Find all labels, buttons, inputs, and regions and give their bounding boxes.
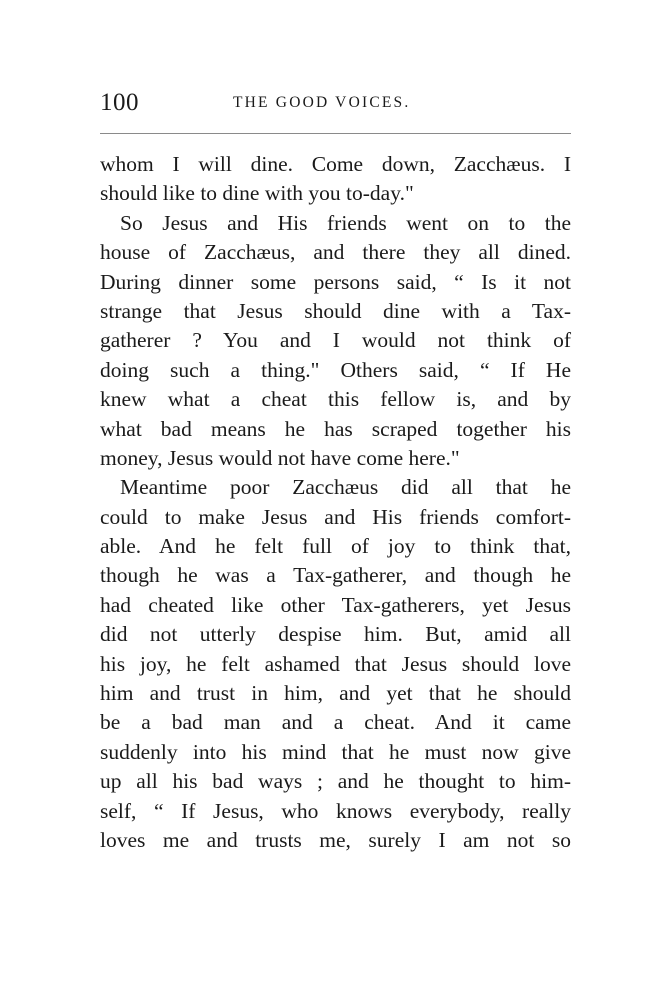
text-line: should like to dine with you to-day." (100, 181, 414, 206)
text-line: strange that Jesus should dine with a Tax- (100, 298, 571, 323)
header-rule (100, 133, 571, 134)
text-line: up all his bad ways ; and he thought to him- (100, 769, 571, 794)
body-text (100, 150, 571, 855)
text-line: So Jesus and His friends went on to the (120, 210, 571, 235)
text-line: him and trust in him, and yet that he should (100, 681, 571, 706)
text-line: doing such a thing." Others said, “ If He (100, 357, 571, 382)
text-line: self, “ If Jesus, who knows everybody, really (100, 798, 571, 823)
text-line: house of Zacchæus, and there they all dined. (100, 240, 571, 265)
text-line: what bad means he has scraped together his (100, 416, 571, 441)
text-line: money, Jesus would not have come here." (100, 445, 460, 470)
text-line: had cheated like other Tax-gatherers, yet Jesus (100, 592, 571, 617)
text-line: gatherer ? You and I would not think of (100, 328, 571, 353)
text-line: whom I will dine. Come down, Zacchæus. I (100, 152, 571, 176)
running-head (100, 86, 571, 120)
text-line: be a bad man and a cheat. And it came (100, 710, 571, 735)
text-line: During dinner some persons said, “ Is it not (100, 269, 571, 294)
text-line: though he was a Tax-gatherer, and though he (100, 563, 571, 588)
text-line: Meantime poor Zacchæus did all that he (120, 475, 571, 500)
text-line: could to make Jesus and His friends comfort- (100, 504, 571, 529)
page-number: 100 (100, 89, 139, 116)
text-line: loves me and trusts me, surely I am not so (100, 827, 571, 852)
text-line: suddenly into his mind that he must now give (100, 739, 571, 764)
text-line: able. And he felt full of joy to think that, (100, 534, 571, 559)
text-line: his joy, he felt ashamed that Jesus should love (100, 651, 571, 676)
running-title: THE GOOD VOICES. (233, 94, 411, 111)
text-line: knew what a cheat this fellow is, and by (100, 387, 571, 412)
text-line: did not utterly despise him. But, amid all (100, 622, 571, 647)
